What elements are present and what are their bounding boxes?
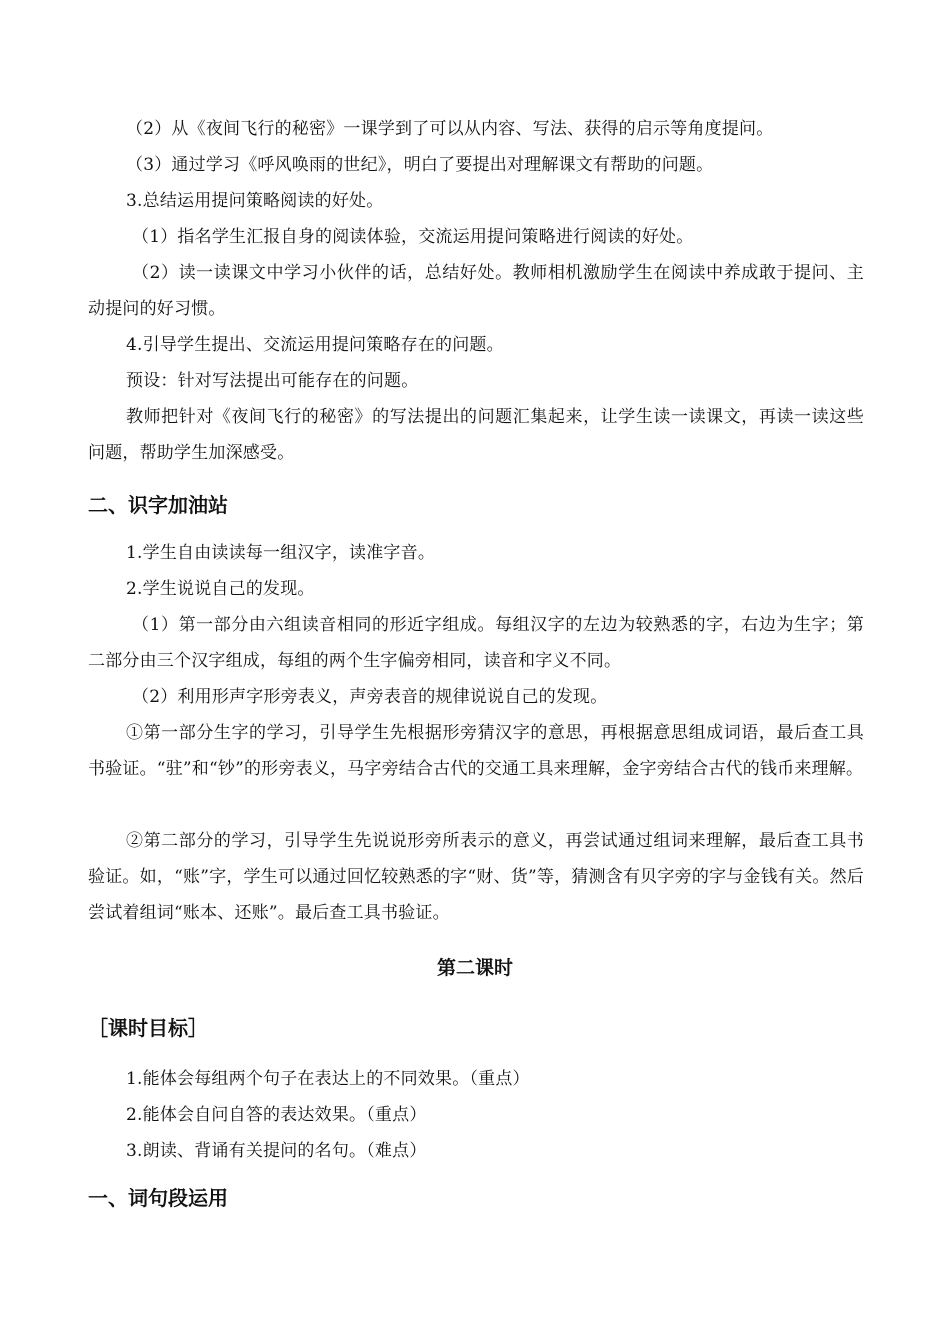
paragraph-3-helpful-questions: （3）通过学习《呼风唤雨的世纪》，明白了要提出对理解课文有帮助的问题。 xyxy=(126,155,714,175)
section-heading-sentence-use: 一、词句段运用 xyxy=(88,1186,228,1210)
paragraph-1-report-experience: （1）指名学生汇报自身的阅读体验，交流运用提问策略进行阅读的好处。 xyxy=(132,227,694,247)
paragraph-2-partner-words: （2）读一读课文中学习小伙伴的话，总结好处。教师相机激励学生在阅读中养成敢于提问、主动提问的好习惯。 xyxy=(88,263,864,319)
preset-note: 预设：针对写法提出可能存在的问题。 xyxy=(126,371,419,391)
literacy-step-1: 1.学生自由读读每一组汉字，读准字音。 xyxy=(126,543,436,563)
paragraph-2-question-angles: （2）从《夜间飞行的秘密》一课学到了可以从内容、写法、获得的启示等角度提问。 xyxy=(126,119,774,139)
step-4-problems: 4.引导学生提出、交流运用提问策略存在的问题。 xyxy=(126,335,504,355)
literacy-phonetic-rule: （2）利用形声字形旁表义，声旁表音的规律说说自己的发现。 xyxy=(132,687,608,707)
literacy-part-2-study: ②第二部分的学习，引导学生先说说形旁所表示的意义，再尝试通过组词来理解，最后查工具书验证。如，“账”字，学生可以通过回忆较熟悉的字“财、货”等，猜测含有贝字旁的字与金钱有关。然后尝试着组词“账本、还账”。最后查工具书验证。 xyxy=(88,831,864,923)
step-3-summary: 3.总结运用提问策略阅读的好处。 xyxy=(126,191,384,211)
lesson-objectives-title: ［课时目标］ xyxy=(88,1016,208,1040)
section-heading-literacy: 二、识字加油站 xyxy=(88,493,228,517)
literacy-part-description: （1）第一部分由六组读音相同的形近字组成。每组汉字的左边为较熟悉的字，右边为生字；第二部分由三个汉字组成，每组的两个生字偏旁相同，读音和字义不同。 xyxy=(88,615,864,671)
objective-1: 1.能体会每组两个句子在表达上的不同效果。（重点） xyxy=(126,1069,530,1089)
objective-2: 2.能体会自问自答的表达效果。（重点） xyxy=(126,1105,427,1125)
objective-3: 3.朗读、背诵有关提问的名句。（难点） xyxy=(126,1141,427,1161)
lesson-2-title: 第二课时 xyxy=(436,957,513,979)
teacher-collect-questions: 教师把针对《夜间飞行的秘密》的写法提出的问题汇集起来，让学生读一读课文，再读一读这些问题，帮助学生加深感受。 xyxy=(88,407,864,463)
literacy-step-2: 2.学生说说自己的发现。 xyxy=(126,579,315,599)
literacy-part-1-study: ①第一部分生字的学习，引导学生先根据形旁猜汉字的意思，再根据意思组成词语，最后查工具书验证。“驻”和“钞”的形旁表义，马字旁结合古代的交通工具来理解，金字旁结合古代的钱币来理解。 xyxy=(88,723,864,779)
